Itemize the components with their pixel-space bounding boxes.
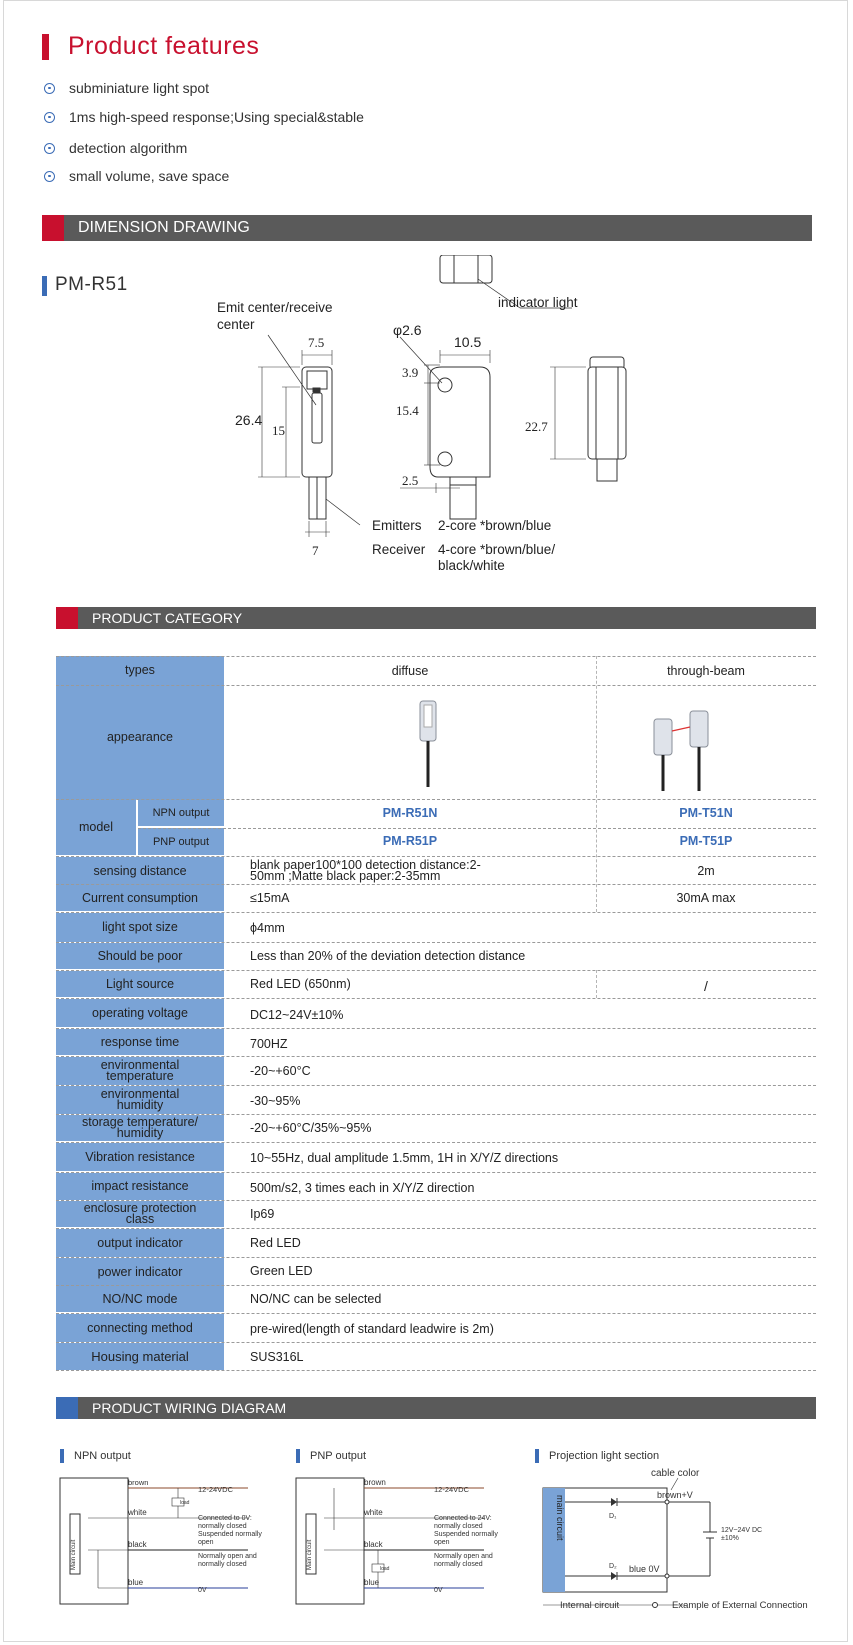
wire-label: brown+V xyxy=(657,1490,693,1500)
wire-label: white xyxy=(128,1508,147,1517)
row-label: Light source xyxy=(56,971,224,997)
indicator-light-label: indicator light xyxy=(498,295,578,310)
section-title: PRODUCT CATEGORY xyxy=(92,610,243,626)
divider xyxy=(596,970,597,998)
divider xyxy=(56,1085,816,1086)
table-row xyxy=(56,885,816,911)
dim-label: φ2.6 xyxy=(393,322,422,338)
row-label: environmental temperature xyxy=(56,1057,224,1085)
row-value: 10~55Hz, dual amplitude 1.5mm, 1H in X/Y/Z directions xyxy=(250,1151,559,1165)
row-value: Ip69 xyxy=(250,1207,275,1221)
row-value: -30~95% xyxy=(250,1094,301,1108)
note-line: Connected to 0V: xyxy=(198,1515,252,1522)
row-label: response time xyxy=(56,1029,224,1055)
npn-title xyxy=(60,1449,131,1463)
row-value: DC12~24V±10% xyxy=(250,1008,344,1022)
features-title: Product features xyxy=(68,32,260,60)
title-accent xyxy=(296,1449,300,1463)
note-line: Normally open and xyxy=(198,1553,257,1560)
dim-label: 10.5 xyxy=(454,334,482,350)
dim-label: 15 xyxy=(272,423,285,438)
model-name: PM-R51 xyxy=(55,274,128,295)
voltage-label: 12-24VDC xyxy=(434,1485,470,1494)
note-line: Connected to 24V: xyxy=(434,1515,492,1522)
receiver-value: 4-core *brown/blue/ xyxy=(438,542,556,557)
row-label: storage temperature/ humidity xyxy=(56,1115,224,1141)
row-value: NO/NC can be selected xyxy=(250,1292,382,1306)
npn-wiring-diagram xyxy=(58,1470,288,1605)
wire-label: black xyxy=(364,1540,383,1549)
divider xyxy=(56,998,816,999)
column-header: diffuse xyxy=(391,663,429,678)
table-row xyxy=(56,1343,816,1370)
row-label: sensing distance xyxy=(56,857,224,885)
internal-circuit-label: Internal circuit xyxy=(560,1600,620,1611)
emit-center-label-2: center xyxy=(217,317,255,332)
table-row xyxy=(56,1029,816,1055)
feature-item xyxy=(44,109,364,125)
table-row xyxy=(56,1286,816,1312)
wire-label: brown xyxy=(128,1478,149,1487)
main-circuit-label: Main circuit xyxy=(307,1539,313,1570)
section-accent xyxy=(56,1397,78,1419)
wire-label: blue xyxy=(364,1578,380,1587)
row-label: Housing material xyxy=(56,1343,224,1370)
row-label: Vibration resistance xyxy=(56,1143,224,1171)
model-number: PM-R51N xyxy=(382,806,438,820)
voltage-label: 0V xyxy=(198,1587,207,1594)
divider xyxy=(56,685,816,686)
model-number: PM-R51P xyxy=(382,834,438,848)
row-label: appearance xyxy=(56,685,224,799)
section-accent xyxy=(42,215,64,241)
divider xyxy=(56,1228,816,1229)
feature-text: small volume, save space xyxy=(69,168,230,184)
row-label: Should be poor xyxy=(56,943,224,969)
divider xyxy=(56,970,816,971)
dim-label: 15.4 xyxy=(396,403,419,418)
table-row xyxy=(56,799,816,855)
row-label: NO/NC mode xyxy=(56,1286,224,1312)
divider xyxy=(56,1313,816,1314)
model-number: PM-T51N xyxy=(679,806,733,820)
load-label: load xyxy=(180,1500,190,1506)
row-label: types xyxy=(56,656,224,685)
note-line: open xyxy=(198,1539,214,1546)
wire-label: brown xyxy=(364,1478,386,1487)
npn-title-text: NPN output xyxy=(74,1450,131,1462)
table-row xyxy=(56,1086,816,1114)
wiring-section-header xyxy=(56,1397,816,1419)
diffuse-sensor-image xyxy=(416,699,446,789)
main-circuit-label: Main circuit xyxy=(71,1539,77,1570)
table-row xyxy=(56,943,816,969)
row-value: ϕ4mm xyxy=(250,920,285,935)
dimension-drawing xyxy=(0,255,853,575)
row-label: model xyxy=(56,799,136,855)
divider xyxy=(56,884,816,885)
feature-item xyxy=(44,80,209,96)
sensing-value-through: 2m xyxy=(697,864,715,878)
supply-label: 12V~24V DC xyxy=(721,1527,763,1534)
note-line: Normally open and xyxy=(434,1553,493,1560)
feature-text: subminiature light spot xyxy=(69,80,210,96)
load-label: load xyxy=(380,1566,390,1572)
row-value: Less than 20% of the deviation detection distance xyxy=(250,949,526,963)
divider xyxy=(56,1200,816,1201)
dim-label: 2.5 xyxy=(402,473,419,488)
light-source-through: / xyxy=(704,978,708,994)
table-row xyxy=(56,999,816,1027)
row-label: impact resistance xyxy=(56,1173,224,1200)
main-circuit-label: main circuit xyxy=(555,1495,565,1541)
pnp-wiring-diagram xyxy=(294,1470,524,1605)
through-beam-sensor-image xyxy=(646,709,736,793)
target-icon xyxy=(44,112,55,123)
table-row xyxy=(56,1173,816,1200)
table-row xyxy=(56,1115,816,1141)
table-row xyxy=(56,971,816,997)
table-row xyxy=(56,685,816,799)
row-value: -20~+60°C xyxy=(250,1064,311,1078)
light-source-value: Red LED (650nm) xyxy=(250,977,351,991)
sensing-line: 50mm ;Matte black paper:2-35mm xyxy=(250,869,441,883)
sub-label: NPN output xyxy=(138,799,224,826)
table-row xyxy=(56,1258,816,1286)
table-row xyxy=(56,1143,816,1171)
row-label: operating voltage xyxy=(56,999,224,1027)
sensing-value xyxy=(250,859,590,883)
voltage-label: 0V xyxy=(434,1587,443,1594)
divider xyxy=(56,799,816,800)
divider xyxy=(56,1142,816,1143)
section-title: DIMENSION DRAWING xyxy=(78,219,250,236)
row-label: output indicator xyxy=(56,1229,224,1257)
wire-label: white xyxy=(364,1508,383,1517)
feature-text: detection algorithm xyxy=(69,140,188,156)
divider xyxy=(56,1285,816,1286)
section-title: PRODUCT WIRING DIAGRAM xyxy=(92,1400,287,1416)
table-row xyxy=(56,857,816,885)
emitters-label: Emitters xyxy=(372,518,422,533)
dim-label: 7.5 xyxy=(308,335,325,350)
row-label: power indicator xyxy=(56,1258,224,1286)
dim-label: 22.7 xyxy=(525,419,548,434)
title-accent-bar xyxy=(42,34,49,60)
row-label: light spot size xyxy=(56,913,224,942)
divider xyxy=(56,1114,816,1115)
note-line: normally closed xyxy=(198,1523,247,1530)
row-label: environmental humidity xyxy=(56,1086,224,1114)
note-line: normally closed xyxy=(434,1561,483,1568)
table-row xyxy=(56,1057,816,1085)
external-connection-label: Example of External Connection xyxy=(672,1600,808,1611)
divider xyxy=(56,1172,816,1173)
divider xyxy=(596,656,597,912)
target-icon xyxy=(44,83,55,94)
row-label: connecting method xyxy=(56,1314,224,1342)
emitters-value: 2-core *brown/blue xyxy=(438,518,552,533)
projection-wiring-diagram xyxy=(535,1460,835,1620)
emit-center-label: Emit center/receive xyxy=(217,300,333,315)
cable-color-label: cable color xyxy=(651,1468,700,1479)
divider xyxy=(56,942,816,943)
row-label: enclosure protection class xyxy=(56,1201,224,1227)
column-header: through-beam xyxy=(667,663,745,678)
title-accent xyxy=(60,1449,64,1463)
note-line: Suspended normally xyxy=(198,1531,262,1538)
table-row xyxy=(56,913,816,942)
diode-label: D₂ xyxy=(609,1563,617,1570)
table-row xyxy=(56,1229,816,1257)
target-icon xyxy=(44,171,55,182)
current-value: ≤15mA xyxy=(250,891,290,905)
pnp-title-text: PNP output xyxy=(310,1450,367,1462)
divider xyxy=(56,856,816,857)
feature-item xyxy=(44,140,187,156)
model-number: PM-T51P xyxy=(679,834,733,848)
supply-label: ±10% xyxy=(721,1535,739,1542)
table-row xyxy=(56,1201,816,1227)
receiver-value-2: black/white xyxy=(438,558,505,573)
note-line: open xyxy=(434,1539,450,1546)
note-line: normally closed xyxy=(434,1523,483,1530)
divider xyxy=(56,1056,816,1057)
row-value: 500m/s2, 3 times each in X/Y/Z direction xyxy=(250,1181,475,1195)
receiver-label: Receiver xyxy=(372,542,426,557)
current-value-through: 30mA max xyxy=(676,891,736,905)
feature-item xyxy=(44,168,229,184)
target-icon xyxy=(44,143,55,154)
dimension-section-header xyxy=(42,215,812,241)
wire-label: blue 0V xyxy=(629,1564,660,1574)
divider xyxy=(138,828,816,829)
row-value: -20~+60°C/35%~95% xyxy=(250,1121,372,1135)
table-row xyxy=(56,1314,816,1342)
divider xyxy=(56,1342,816,1343)
diode-label: D₁ xyxy=(609,1513,617,1520)
dim-label: 3.9 xyxy=(402,365,419,380)
divider xyxy=(56,1370,816,1371)
category-section-header xyxy=(56,607,816,629)
section-accent xyxy=(56,607,78,629)
feature-text: 1ms high-speed response;Using special&stable xyxy=(69,109,364,125)
row-value: pre-wired(length of standard leadwire is 2m) xyxy=(250,1322,494,1336)
divider xyxy=(56,1028,816,1029)
note-line: normally closed xyxy=(198,1561,247,1568)
table-row xyxy=(56,656,816,685)
projection-title-text: Projection light section xyxy=(549,1450,660,1462)
wire-label: blue xyxy=(128,1578,144,1587)
voltage-label: 12-24VDC xyxy=(198,1485,234,1494)
divider xyxy=(56,656,816,657)
row-value: Red LED xyxy=(250,1236,301,1250)
sub-label: PNP output xyxy=(138,828,224,855)
dim-label: 7 xyxy=(312,543,319,558)
note-line: Suspended normally xyxy=(434,1531,498,1538)
wire-label: black xyxy=(128,1540,147,1549)
dim-label: 26.4 xyxy=(235,412,263,428)
divider xyxy=(56,912,816,913)
row-value: 700HZ xyxy=(250,1037,288,1051)
row-label: Current consumption xyxy=(56,885,224,911)
divider xyxy=(56,1257,816,1258)
pnp-title xyxy=(296,1449,366,1463)
sensing-line: blank paper100*100 detection distance:2- xyxy=(250,858,481,872)
row-value: Green LED xyxy=(250,1264,313,1278)
row-value: SUS316L xyxy=(250,1349,304,1364)
